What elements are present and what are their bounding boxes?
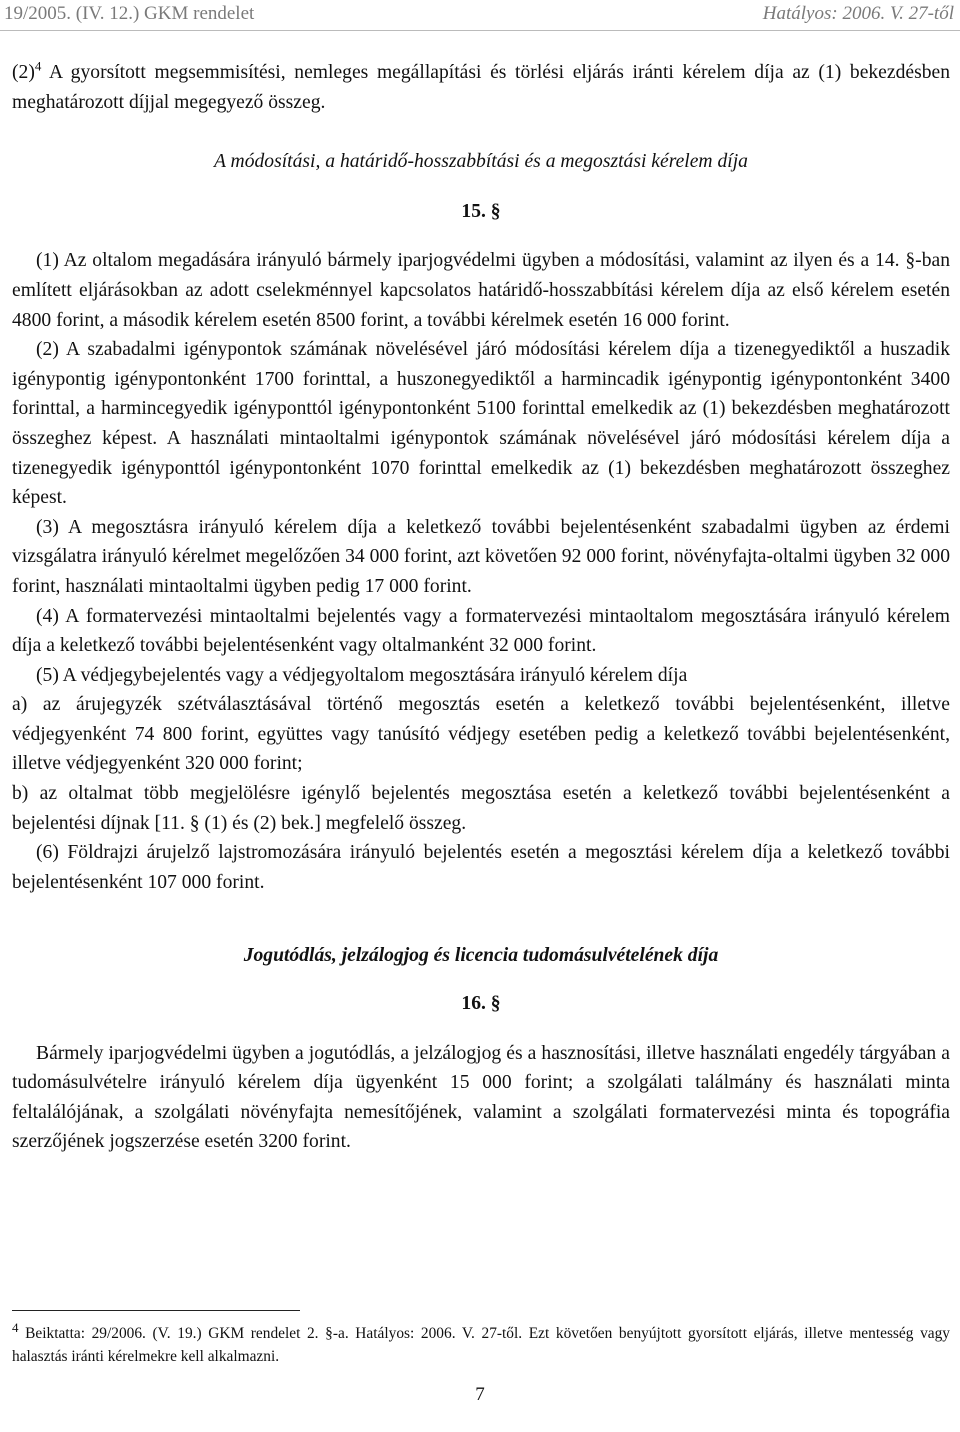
section-16-number: 16. § <box>461 993 501 1015</box>
section-16-heading: Jogutódlás, jelzálogjog és licencia tudomásulvételének díja <box>243 945 719 967</box>
page-header <box>0 0 960 31</box>
header-effective-date: Hatályos: 2006. V. 27-től <box>762 3 954 24</box>
footnote-text: Beiktatta: 29/2006. (V. 19.) GKM rendelet 2. §-a. Hatályos: 2006. V. 27-től. Ezt követően benyújtott gyorsított eljárás, illetve mentesség vagy halasztás iránti kérelmekre kell alkalmazni. <box>12 1325 950 1365</box>
footnote-number: 4 <box>12 1319 19 1335</box>
document-body <box>12 58 950 1157</box>
section-15-number: 15. § <box>461 200 501 222</box>
section-15-paragraph-4: (4) A formatervezési mintaoltalmi bejelentés vagy a formatervezési mintaoltalom megosztására irányuló kérelem díja a keletkező további bejelentésenként vagy oltalmanként 32 000 forint. <box>12 605 950 657</box>
section-16-paragraph: Bármely iparjogvédelmi ügyben a jogutódlás, a jelzálogjog és a hasznosítási, illetve használati engedély tárgyában a tudomásulvételre irányuló kérelem díja ügyenként 15 000 forint; a szolgálati találmány és használati minta feltalálójának, a szolgálati növényfajta nemesítőjének, valamint a szolgálati formatervezési minta és topográfia szerzőjének jogszerzése esetén 3200 forint. <box>12 1042 950 1153</box>
page-number: 7 <box>475 1384 485 1405</box>
header-regulation-title: 19/2005. (IV. 12.) GKM rendelet <box>4 3 255 24</box>
footnote-divider <box>12 1310 300 1311</box>
section-15-paragraph-3: (3) A megosztásra irányuló kérelem díja a keletkező további bejelentésenként szabadalmi ügyben az érdemi vizsgálatra irányuló kérelmet megelőzően 34 000 forint, azt követően 92 000 forint, növényfajta-oltalmi ügyben 32 000 forint, használati mintaoltalmi ügyben pedig 17 000 forint. <box>12 516 950 597</box>
intro-lead: (2) <box>12 62 35 83</box>
intro-text: A gyorsított megsemmisítési, nemleges megállapítási és törlési eljárás iránti kérelem díja az (1) bekezdésben meghatározott díjjal megegyező összeg. <box>12 62 950 113</box>
footnote <box>12 1319 950 1368</box>
section-15-paragraph-5: (5) A védjegybejelentés vagy a védjegyoltalom megosztására irányuló kérelem díja <box>36 664 688 686</box>
section-15-point-a: a) az árujegyzék szétválasztásával történő megosztás esetén a keletkező további bejelentésenként, illetve védjegyenként 74 800 forint, együttes vagy tanúsító védjegy esetében pedig a keletkező további bejelentésenként, illetve védjegyenként 320 000 forint; <box>12 694 950 775</box>
section-15-point-b: b) az oltalmat több megjelölésre igénylő bejelentés megosztása esetén a keletkező további bejelentésenként a bejelentési díjnak [11. § (1) és (2) bek.] megfelelő összeg. <box>12 783 950 834</box>
footnote-reference[interactable]: 4 <box>34 58 42 74</box>
section-15-paragraph-6: (6) Földrajzi árujelző lajstromozására irányuló bejelentés esetén a megosztási kérelem díja a keletkező további bejelentésenként 107 000 forint. <box>12 842 950 893</box>
intro-paragraph <box>12 58 950 117</box>
section-15-paragraph-2: (2) A szabadalmi igénypontok számának növelésével járó módosítási kérelem díja a tizenegyediktől a huszadik igénypontig igénypontonként 1700 forinttal, a huszonegyediktől a harmincadik igénypontig igénypontonként 3400 forinttal, a harmincegyedik igényponttól igénypontonként 5100 forinttal emelkedik az (1) bekezdésben meghatározott összeghez képest. A használati mintaoltalmi igénypontok számának növelésével járó módosítási kérelem díja a tizenegyedik igényponttól igénypontonként 1070 forinttal emelkedik az (1) bekezdésben meghatározott összeghez képest. <box>12 339 950 509</box>
section-15-paragraph-1: (1) Az oltalom megadására irányuló bármely iparjogvédelmi ügyben a módosítási, valamint az ilyen és a 14. §-ban említett eljárásokban az adott cselekménnyel kapcsolatos határidő-hosszabbítási kérelem díja az első kérelem esetén 4800 forint, a második kérelem esetén 8500 forint, a további kérelmek esetén 16 000 forint. <box>12 250 950 331</box>
section-15-heading: A módosítási, a határidő-hosszabbítási és a megosztási kérelem díja <box>214 151 748 173</box>
